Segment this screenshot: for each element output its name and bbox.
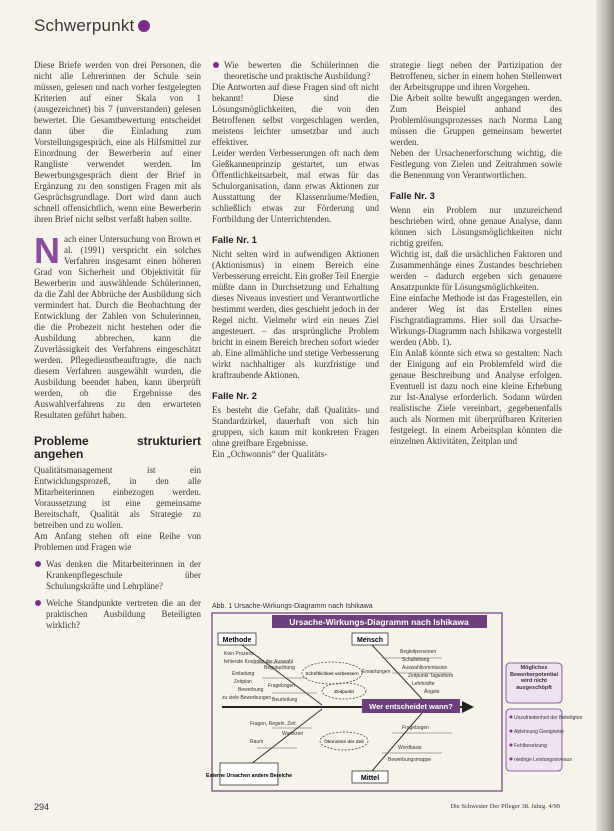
paragraph: Eine einfache Methode ist das Fragestellen, ein anderer Weg ist das Erstellen eines Fischgratdiagramms. Hier soll das Ursache-Wirkungs-Diagramm nach Ishikawa vorgestellt werden (Abb. 1). — [390, 293, 562, 347]
paragraph-text: ach einer Untersuchung von Brown et al. (1991) verspricht ein solches Verfahren insgesamt einen höheren Grad von Sicherheit und Objektivität für Bewerberin und auswählende Schülerinnen, da die Zahl der Abbrüche der Ausbildung sich vermindert hat. Durch die Beobachtung der Entwicklung der Zahlen von Schulerinnen, die die Probezeit nicht bestehen oder die Ausbildung abbrechen, kann die Zuverlässigkeit des Verfahrens eingeschätzt werden. Pflegedienstbeauftragte, die nach diesem Verfahren ausgewählt wurden, die Ausbildung beendet haben, kann überprüft werden, ob die Ergebnisse des Auswahlverfahrens zu den erwarteten Resultaten geführt haben. — [34, 234, 201, 420]
mensch-item: Lehrkräfte — [412, 681, 435, 687]
paragraph: Es besteht die Gefahr, daß Qualitäts- und Standardzirkel, dauerhaft von sich hin gruppen, sich kaum mit konkreten Fragen ohne greifbare Ergebnisse. — [212, 405, 379, 448]
mittel-item: Wartezeit — [282, 731, 303, 737]
ellipse-label: Schriftlichkeit verbessern — [305, 672, 359, 677]
diagram-banner: Ursache-Wirkungs-Diagramm nach Ishikawa — [289, 617, 469, 627]
ellipse-label: Zeitpunkt — [334, 690, 354, 695]
ellipse-label: Ökonomie der Zeit — [324, 740, 364, 745]
subheading: Falle Nr. 1 — [212, 235, 257, 246]
book-spine-shadow — [596, 0, 614, 831]
section-dot-icon — [138, 20, 150, 32]
mensch-item: Zeitpunkt Tagesform — [408, 673, 454, 679]
subheading: Falle Nr. 3 — [390, 191, 435, 202]
mensch-item: Schulleitung — [402, 657, 430, 663]
figure-caption: Abb. 1 Ursache-Wirkungs-Diagramm nach Ishikawa — [212, 603, 373, 610]
effect-bullet: niedrige Leistungsniveaus — [514, 757, 572, 763]
bullet-item: Welche Standpunkte vertreten die an der praktischen Ausbildung Beteiligten wirklich? — [34, 598, 201, 631]
effect-bullet: Ablehnung Geeigneter — [514, 729, 565, 735]
mittel-item: Wordbasis — [398, 745, 422, 751]
paragraph: Wichtig ist, daß die ursächlichen Faktoren und Zusammenhänge eines Zustandes beschrieben werden – dadurch ergeben sich genauere Ansatzpunkte für Lösungsmöglichkeiten. — [390, 249, 562, 292]
box-methode: Methode — [222, 637, 252, 644]
external-causes-box: Externe Ursachen andere Bereiche — [206, 773, 292, 779]
column-1 — [34, 60, 201, 631]
paragraph: Qualitätsmanagement ist ein Entwicklungsprozeß, in den alle Mitarbeiterinnen einbezogen werden. Voraussetzung ist eine gemeinsame Bereitschaft, Qualität als Strategie zu betreiben und zu wollen. — [34, 465, 201, 530]
effect-bullet: Unzufriedenheit der Beteiligten — [514, 715, 583, 721]
box-mittel: Mittel — [360, 775, 380, 782]
center-label: Wer entscheidet wann? — [369, 702, 453, 711]
subheading: Falle Nr. 2 — [212, 391, 257, 402]
paragraph: Am Anfang stehen oft eine Reihe von Problemen und Fragen wie — [34, 531, 201, 552]
methode-item: zu viele Bewerbungen — [222, 695, 272, 701]
methode-item: Bewerbung — [238, 687, 264, 693]
section-header — [34, 16, 150, 36]
paragraph: Ein „Ochwonnis“ der Qualitäts- — [212, 449, 328, 459]
box-mensch: Mensch — [356, 637, 384, 644]
paragraph: strategie liegt neben der Partizipation der Betroffenen, sicher in einem hohen Stellenwert der Arbeitsgruppe und ihren Vorgehen. — [390, 60, 562, 92]
paragraph: Ein Anlaß könnte sich etwa so gestalten: Nach der Einigung auf ein Problemfeld wird die genaue Beschreibung und Analyse erfolgen. Eventuell ist dazu noch eine kleine Erhebung zur Ist-Analyse erforderlich. Sodann würden realistische Ziele vereinbart, gegebenenfalls auch als Normen mit überprüfbaren Kriterien festgelegt. In einem Arbeitsplan könnten die einzelnen Aktivitäten, Zeitplan und — [390, 348, 562, 446]
paragraph: Die Antworten auf diese Fragen sind oft nicht bekannt! Diese sind die Lösungsmöglichkeiten, die von den Betroffenen selbst vorgeschlagen werden, meistens leichter umsetzbar und auch effektiver. — [212, 82, 379, 147]
methode-item: fehlende Kontrolle der Auswahl — [224, 659, 293, 665]
mensch-item: Ängste — [424, 689, 440, 695]
methode-item: Fragebogen — [268, 683, 295, 689]
paragraph-dropcap — [34, 230, 201, 421]
mittel-item: Fragebogen — [402, 725, 429, 731]
mensch-item: Begleitpersonen — [400, 649, 437, 655]
paragraph: Leider werden Verbesserungen oft nach dem Gießkannenprinzip gestartet, um etwas Öffentlichkeitsarbeit, mal etwas für das Schulorganisation, dann etwas Aktionen zur Ausstattung der Klassenräume/Medien, schließlich etwas zur Förderung und Fortbildung der Unterrichtenden. — [212, 148, 379, 224]
methode-item: Begutachtung — [264, 665, 295, 671]
effect-box-title: Mögliches Bewerberpotential wird nicht ausgeschöpft — [510, 665, 558, 691]
methode-item: Zeitplan — [234, 679, 252, 685]
paragraph: Wenn ein Problem nur unzureichend beschrieben wird, ohne genaue Analyse, dann können sich Lösungsmöglichkeiten nicht richtig greifen. — [390, 205, 562, 248]
methode-item: Beurteilung — [272, 697, 298, 703]
methode-item: Kein Prozess — [224, 651, 254, 657]
bullet-item: Wie bewerten die Schülerinnen die theoretische und praktische Ausbildung? — [212, 60, 379, 82]
methode-item: Einladung — [232, 671, 255, 677]
page-number: 294 — [34, 802, 50, 812]
bullet-item: Was denken die Mitarbeiterinnen in der Krankenpflegeschule über Schulungskräfte und Lehrpläne? — [34, 559, 201, 592]
mittel-item: Fragen, Regeln, Zeit — [250, 721, 296, 727]
section-title: Schwerpunkt — [34, 16, 135, 35]
paragraph: Neben der Ursachenerforschung wichtig, die Festlegung von Zielen und Zeitrahmen sowie die Benennung von Verantwortlichen. — [390, 148, 562, 180]
section-heading: Probleme strukturiert angehen — [34, 434, 201, 461]
paragraph: Nicht selten wird in aufwendigen Aktionen (Aktionismus) in einem Bereich eine Verbesserung erreicht. Ein großer Teil Energie müßte dann in Durchsetzung und Erhaltung dieses Niveaus investiert und Verantwortliche bestimmt werden, dies geschieht jedoch in der Regel nicht. Vielmehr wird ein neues Ziel angesteuert. – das ursprüngliche Problem bricht in einem Bereich brechen sofort wieder ab. Eine allmähliche und stetige Verbesserung wirkt nachhaltiger als kurzfristige und kraftraubende Aktionen. — [212, 249, 379, 380]
mittel-item: Bewerbungsmappe — [388, 757, 432, 763]
column-2 — [212, 60, 379, 460]
drop-cap: N — [34, 230, 60, 271]
paragraph: Die Arbeit sollte bewußt angegangen werden. Zum Beispiel anhand des Problemlösungsprozesses nach Norma Lang müssen die Gruppen gemeinsam bewertet werden. — [390, 93, 562, 147]
journal-footer: Die Schwester Der Pfleger 38. Jahrg. 4/99 — [450, 803, 560, 810]
mittel-item: Raum — [250, 739, 264, 745]
ishikawa-figure — [206, 603, 583, 793]
mensch-item: Auswahlkommission — [402, 665, 448, 671]
column-3 — [390, 60, 562, 447]
paragraph: Diese Briefe werden von drei Personen, die nicht alle Lehrerinnen der Schule sein müssen, gelesen und nach vorher festgelegten Kriterien auf einer Skala von 1 (ausgezeichnet) bis 7 (unverstanden) gelesen bewertet. Die Gesamtbewertung entscheidet dann über die Einladung zum Vorstellungsgespräch, eine als Hilfsmittel zur Einordnung der Bewerberin auf einer Rangliste verwendet werden. Im Bewerbungsgespräch dient der Brief in Ergänzung zu den sonstigen Fragen mit als Gesprächsgrundlage. Dort wird dann auch schnell offensichtlich, wenn eine Bewerberin ihren Brief nicht selbst verfaßt haben sollte. — [34, 60, 201, 224]
mensch-item: Erwartungen — [362, 669, 391, 675]
fishbone-diagram — [206, 603, 583, 793]
effect-bullet: Fehlbesetzung — [514, 743, 547, 749]
